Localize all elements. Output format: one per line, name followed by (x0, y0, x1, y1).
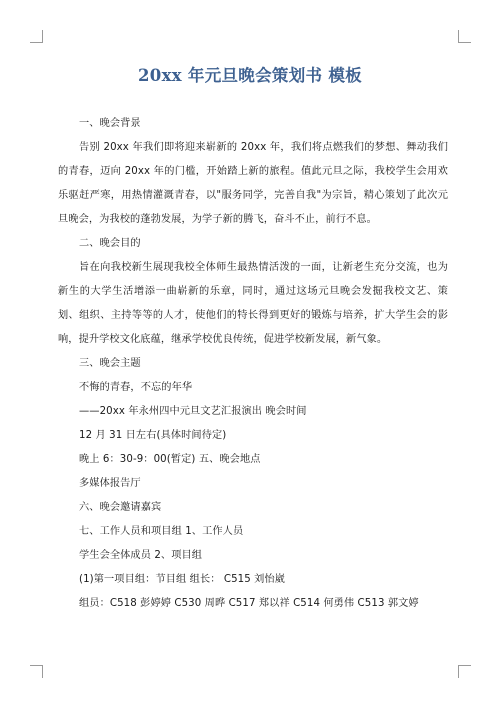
section-heading-background: 一、晚会背景 (79, 118, 141, 129)
crop-mark-top-left (30, 30, 43, 43)
time-line-1: 12 月 31 日左右(具体时间待定) (79, 430, 227, 441)
section-text-background: 告别 20xx 年我们即将迎来崭新的 20xx 年，我们将点燃我们的梦想、舞动我们的青春，迈向 20xx 年的门槛，开始踏上新的旅程。值此元旦之际，我校学生会用欢乐驱赶严寒，用热情灌溉青春，以"服务同学，完善自我"为宗旨，精心策划了此次元旦晚会，为我校的蓬勃发展，为学子新的腾飞，奋斗不止，前行不息。 (58, 142, 448, 225)
document-body (58, 112, 448, 616)
staff-line: 学生会全体成员 2、项目组 (79, 550, 203, 561)
section-heading-purpose: 二、晚会目的 (79, 238, 141, 249)
document-title: 20xx 年元旦晚会策划书 模板 (138, 66, 362, 85)
theme-line-2: ——20xx 年永州四中元旦文艺汇报演出 晚会时间 (79, 406, 307, 417)
crop-mark-bottom-left (30, 665, 43, 678)
crop-mark-bottom-right (458, 665, 471, 678)
theme-line-1: 不悔的青春，不忘的年华 (79, 382, 193, 393)
crop-mark-top-right (458, 30, 471, 43)
members-line: 组员：C518 彭婷婷 C530 周晔 C517 郑以祥 C514 何勇伟 C513 郭文婷 (79, 598, 419, 609)
section-text-purpose: 旨在向我校新生展现我校全体师生最热情活泼的一面，让新老生充分交流，也为新生的大学生活增添一曲崭新的乐章，同时，通过这场元旦晚会发掘我校文艺、策划、组织、主持等等的人才，使他们的特长得到更好的锻炼与培养，扩大学生会的影响，提升学校文化底蕴，继承学校优良传统，促进学校新发展，新气象。 (58, 262, 448, 345)
section-heading-theme: 三、晚会主题 (79, 358, 141, 369)
section-heading-guests: 六、晚会邀请嘉宾 (79, 502, 162, 513)
section-heading-staff: 七、工作人员和项目组 1、工作人员 (79, 526, 244, 537)
place-line: 多媒体报告厅 (79, 478, 141, 489)
group-1-line: (1)第一项目组：节目组 组长： C515 刘怡崴 (79, 574, 286, 585)
time-line-2: 晚上 6：30-9：00(暂定) 五、晚会地点 (79, 454, 261, 465)
